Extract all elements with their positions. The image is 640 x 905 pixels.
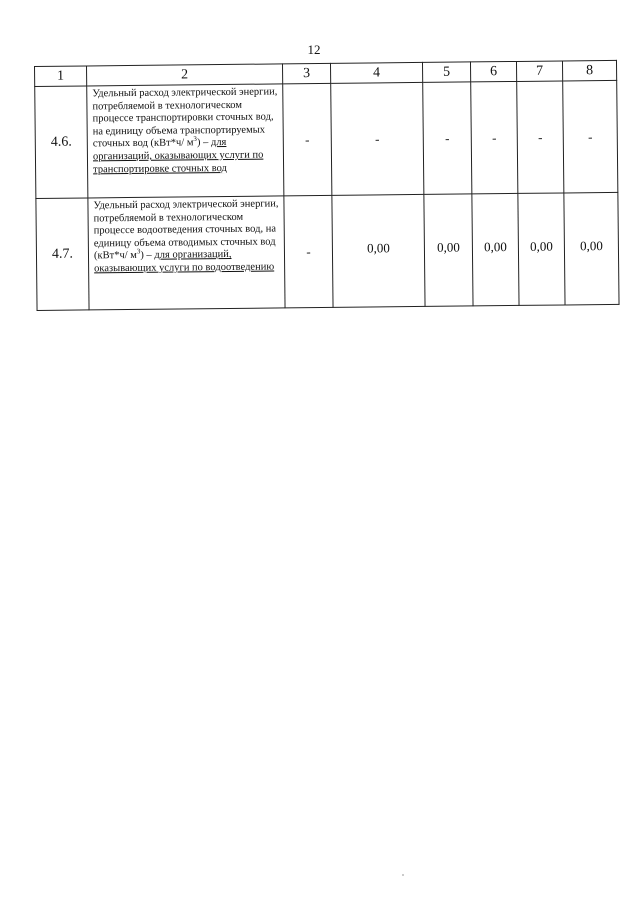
description-dash: ) –	[196, 137, 212, 149]
cell-col-6: -	[471, 81, 518, 193]
page-number: 12	[307, 42, 321, 57]
cell-col-8: 0,00	[564, 192, 619, 305]
row-number: 4.6.	[35, 86, 88, 199]
description-dash: ) –	[140, 250, 155, 262]
cell-col-5: 0,00	[424, 194, 473, 306]
row-description	[88, 196, 285, 310]
row-number: 4.7.	[36, 198, 89, 311]
header-col-5: 5	[422, 62, 470, 83]
cell-col-5: -	[423, 82, 472, 194]
header-col-8: 8	[562, 60, 616, 81]
cell-col-7: 0,00	[518, 193, 565, 305]
cell-col-7: -	[517, 81, 564, 193]
cell-col-4: -	[331, 82, 424, 195]
description-text: Удельный расход электрической энергии, потребляемой в технологическом процессе транспортировки сточных вод, на единицу объема транспортируемых сточных вод (кВт*ч/ м	[92, 86, 278, 150]
description-superscript: 3	[136, 247, 141, 256]
header-col-4: 4	[330, 62, 422, 83]
header-col-7: 7	[516, 61, 562, 81]
header-col-6: 6	[470, 61, 516, 81]
description-underlined: для организаций, оказывающих услуги по транспортировке сточных вод	[92, 137, 264, 175]
scan-speck	[402, 874, 404, 876]
description-superscript: 3	[193, 135, 197, 144]
indicator-table	[34, 60, 620, 311]
header-col-3: 3	[282, 63, 330, 84]
header-col-1: 1	[35, 66, 87, 87]
cell-col-4: 0,00	[332, 194, 425, 307]
cell-col-6: 0,00	[472, 193, 519, 305]
description-text: Удельный расход электрической энергии, потребляемой в технологическом процессе водоотведения сточных вод, на единицу объема отводимых сточных вод (кВт*ч/ м	[93, 198, 279, 262]
table-row	[36, 192, 619, 310]
row-description	[87, 84, 284, 198]
indicator-table-wrap	[34, 60, 619, 311]
cell-col-8: -	[563, 80, 618, 193]
description-underlined: для организаций, оказывающих услуги по водоотведению	[94, 249, 275, 275]
table-row	[35, 80, 618, 198]
cell-col-3: -	[284, 195, 333, 307]
header-col-2: 2	[87, 64, 283, 86]
cell-col-3: -	[283, 83, 332, 195]
